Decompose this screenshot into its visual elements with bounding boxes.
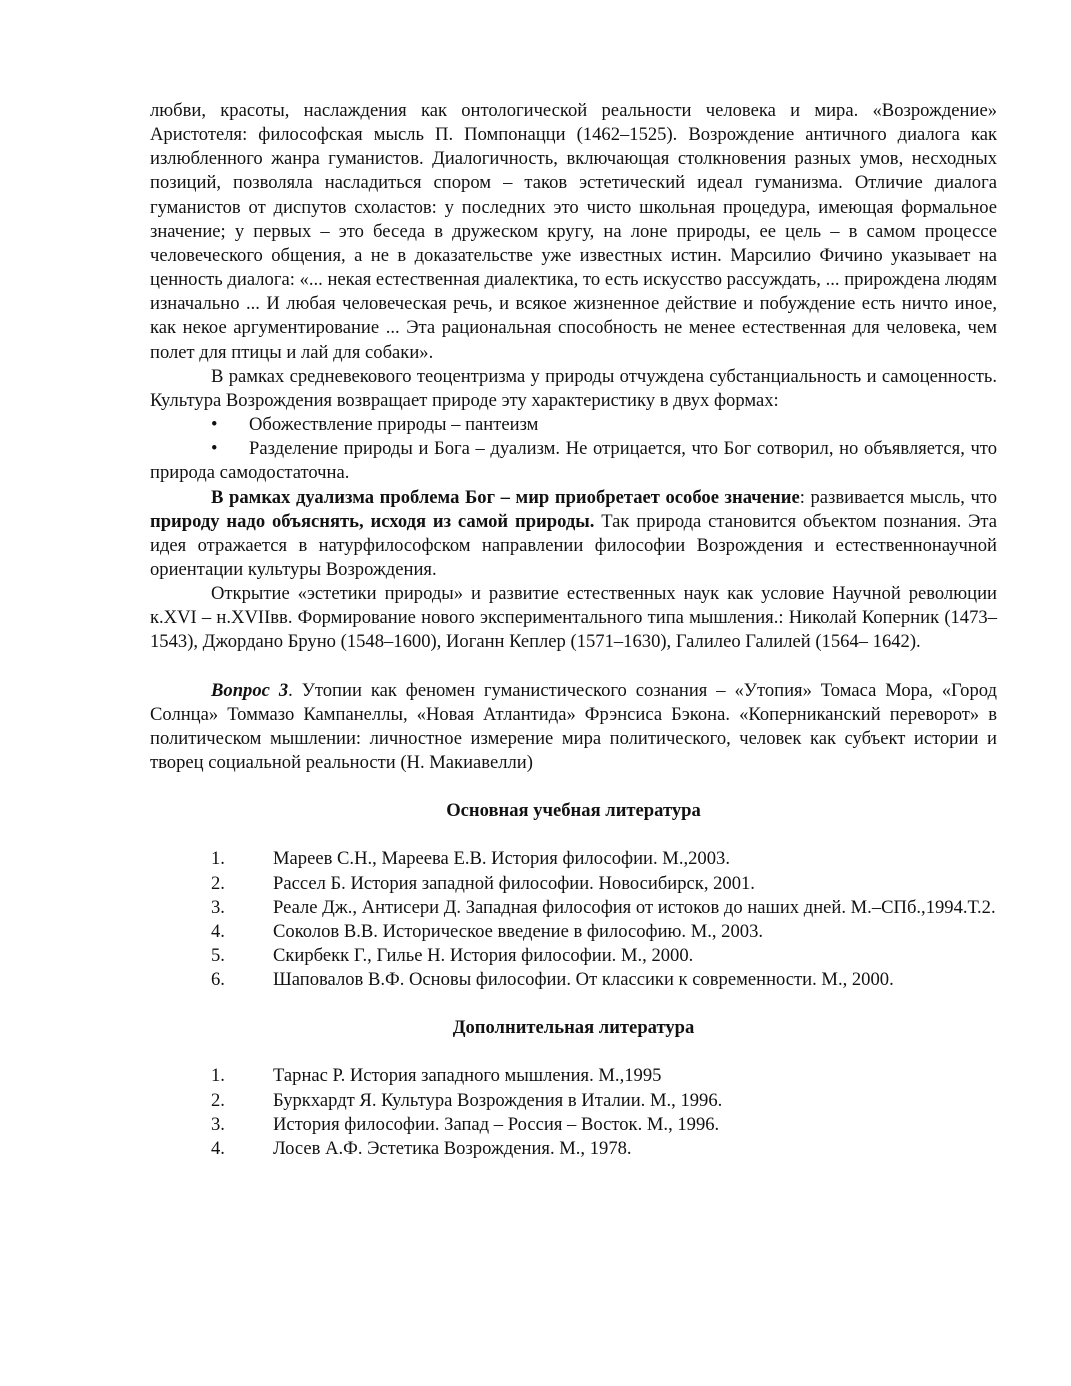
paragraph-scientific-revolution: Открытие «эстетики природы» и развитие естественных наук как условие Научной революции к.XVI – н.XVIIвв. Формирование нового экспериментального типа мышления.: Николай Коперник (1473–1543), Джордано Бруно (1548–1600), Иоганн Кеплер (1571–1630), Галилео Галилей (1564– 1642). <box>150 583 997 653</box>
list-item: 4. Соколов В.В. Историческое введение в философию. М., 2003. <box>211 920 764 942</box>
additional-literature-list <box>150 1064 997 1161</box>
question-3 <box>150 679 997 776</box>
list-item: 4. Лосев А.Ф. Эстетика Возрождения. М., 1978. <box>211 1137 632 1159</box>
list-item: 3. История философии. Запад – Россия – Восток. М., 1996. <box>211 1113 720 1135</box>
main-literature-list <box>150 847 997 992</box>
list-item: 1. Тарнас Р. История западного мышления. М.,1995 <box>211 1065 662 1087</box>
bold-phrase: природу надо объяснять, исходя из самой природы. <box>150 510 595 532</box>
bullet-mark: • <box>211 414 218 436</box>
bullet-item-dualism <box>150 437 997 485</box>
bullet-text: Разделение природы и Бога – дуализм. Не отрицается, что Бог сотворил, но объявляется, что природа самодостаточна. <box>150 438 997 484</box>
bullet-mark: • <box>211 438 218 460</box>
heading-additional-literature: Дополнительная литература <box>452 1017 695 1039</box>
question-text: . Утопии как феномен гуманистического сознания – «Утопия» Томаса Мора, «Город Солнца» Томмазо Кампанеллы, «Новая Атлантида» Фрэнсиса Бэкона. «Коперниканский переворот» в политическом мышлении: личностное измерение мира политического, человек как субъект истории и творец социальной реальности (Н. Макиавелли) <box>150 679 997 774</box>
list-item: 3. Реале Дж., Антисери Д. Западная философия от истоков до наших дней. М.–СПб.,1994.Т.2. <box>211 896 996 918</box>
paragraph-dualism-problem: В рамках дуализма проблема Бог – мир приобретает особое значение: развивается мысль, что природу надо объяснять, исходя из самой природы. Так природа становится объектом познания. Эта идея отражается в натурфилософском направлении философии Возрождения и естественнонаучной ориентации культуры Возрождения. <box>150 486 997 580</box>
bullet-item-pantheism <box>150 413 997 437</box>
question-label: Вопрос 3 <box>211 679 289 701</box>
document-page <box>150 99 997 1161</box>
list-item: 1. Мареев С.Н., Мареева Е.В. История философии. М.,2003. <box>211 848 730 870</box>
list-item: 2. Рассел Б. История западной философии. Новосибирск, 2001. <box>211 872 755 894</box>
list-item: 5. Скирбекк Г., Гилье Н. История философии. М., 2000. <box>211 945 694 966</box>
bullet-text: Обожествление природы – пантеизм <box>249 414 539 436</box>
heading-main-literature: Основная учебная литература <box>446 800 701 822</box>
paragraph-humanism-dialogue: любви, красоты, наслаждения как онтологической реальности человека и мира. «Возрождение» Аристотеля: философская мысль П. Помпонацци (1462–1525). Возрождение античного диалога как излюбленного жанра гуманистов. Диалогичность, включающая столкновения разных умов, несходных позиций, позволяла насладиться спором – таков эстетический идеал гуманизма. Отличие диалога гуманистов от диспутов схоластов: у последних это чисто школьная процедура, имеющая формальное значение; у первых – это беседа в дружеском кругу, на лоне природы, ее цель – в самом процессе человеческого общения, а не в доказательстве уже известных истин. Марсилио Фичино указывает на ценность диалога: «... некая естественная диалектика, то есть искусство рассуждать, ... прирождена людям изначально ... И любая человеческая речь, и всякое жизненное действие и побуждение есть ничто иное, как некое аргументирование ... Эта рациональная способность не менее естественная для человека, чем полет для птицы и лай для собаки». <box>150 100 997 363</box>
list-item: 2. Буркхардт Я. Культура Возрождения в Италии. М., 1996. <box>211 1089 723 1111</box>
bold-phrase: В рамках дуализма проблема Бог – мир приобретает особое значение <box>211 486 800 508</box>
paragraph-nature-theocentrism: В рамках средневекового теоцентризма у природы отчуждена субстанциальность и самоценность. Культура Возрождения возвращает природе эту характеристику в двух формах: <box>150 365 997 411</box>
list-item: 6. Шаповалов В.Ф. Основы философии. От классики к современности. М., 2000. <box>211 969 894 991</box>
